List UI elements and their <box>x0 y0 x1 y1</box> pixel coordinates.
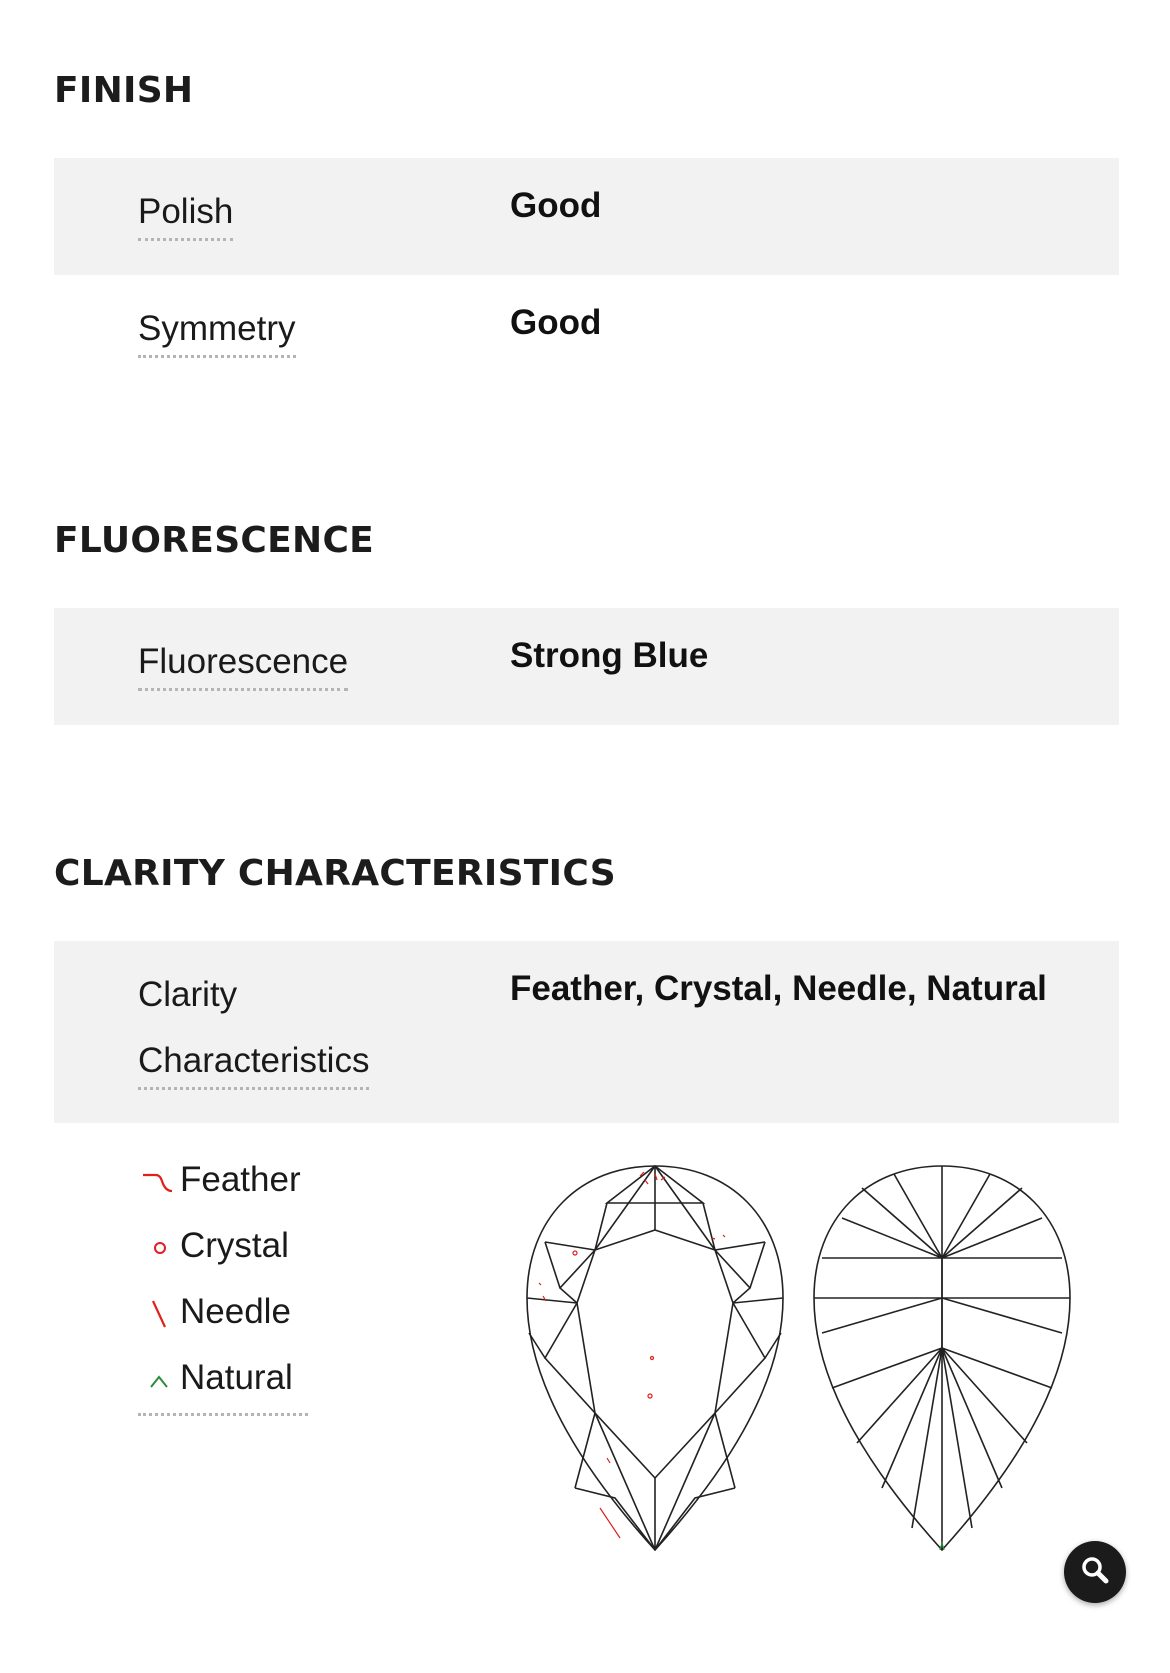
legend-item-crystal <box>138 1224 289 1268</box>
legend-item-needle <box>138 1290 291 1334</box>
magnifier-icon <box>1078 1553 1112 1592</box>
clarity-label-line2[interactable]: Characteristics <box>138 1039 369 1090</box>
feather-symbol-icon <box>138 1167 180 1197</box>
symmetry-label[interactable]: Symmetry <box>138 307 296 358</box>
crystal-symbol-icon <box>138 1233 180 1263</box>
section-title-clarity: CLARITY CHARACTERISTICS <box>54 853 616 894</box>
table-row-clarity <box>54 941 1119 1123</box>
legend-item-feather <box>138 1158 301 1202</box>
legend-label-feather: Feather <box>180 1160 301 1199</box>
clarity-value: Feather, Crystal, Needle, Natural <box>510 969 1047 1008</box>
polish-value: Good <box>510 186 602 225</box>
legend-label-needle: Needle <box>180 1292 291 1331</box>
legend-label-crystal: Crystal <box>180 1226 289 1265</box>
section-title-fluorescence: FLUORESCENCE <box>54 520 375 561</box>
polish-label[interactable]: Polish <box>138 190 233 241</box>
table-row-polish <box>54 158 1119 275</box>
pear-pavilion-plot-diagram <box>802 1158 1082 1558</box>
fluorescence-label[interactable]: Fluorescence <box>138 640 348 691</box>
legend-underline <box>138 1413 308 1416</box>
zoom-button[interactable] <box>1064 1541 1126 1603</box>
clarity-label[interactable]: Clarity <box>138 975 238 1014</box>
table-row-symmetry <box>54 275 1119 392</box>
pear-crown-plot-diagram <box>515 1158 795 1558</box>
legend-item-natural <box>138 1356 293 1400</box>
needle-symbol-icon <box>138 1297 180 1331</box>
section-title-finish: FINISH <box>54 70 194 111</box>
natural-symbol-icon <box>138 1365 180 1395</box>
table-row-fluorescence <box>54 608 1119 725</box>
fluorescence-value: Strong Blue <box>510 636 709 675</box>
symmetry-value: Good <box>510 303 602 342</box>
legend-label-natural: Natural <box>180 1358 293 1397</box>
